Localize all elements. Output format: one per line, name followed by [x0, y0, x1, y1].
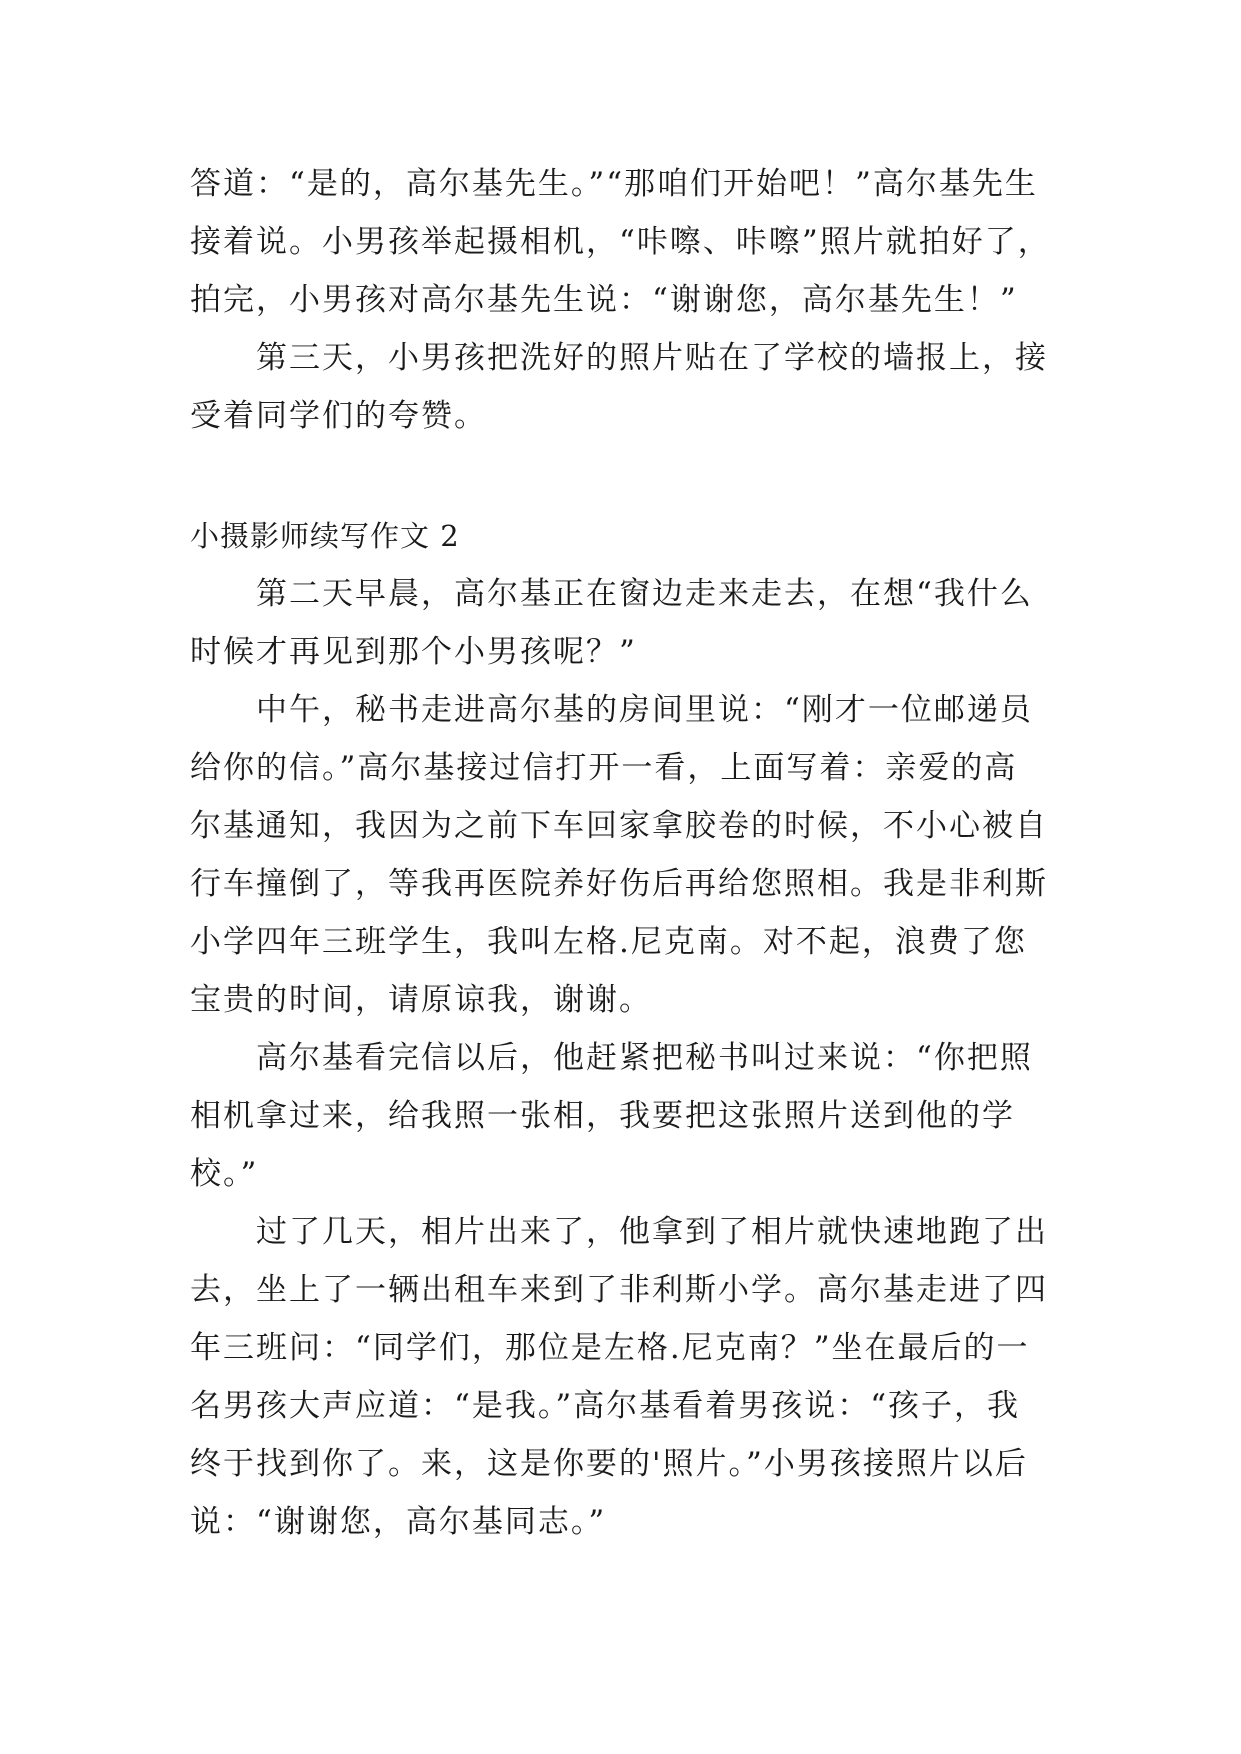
paragraph-line: 受着同学们的夸赞。 [190, 398, 487, 434]
paragraph-line: 尔基通知，我因为之前下车回家拿胶卷的时候，不小心被自 [190, 808, 1048, 844]
paragraph-line: 中午，秘书走进高尔基的房间里说：“刚才一位邮递员 [256, 692, 1033, 728]
paragraph-line: 答道：“是的，高尔基先生。”“那咱们开始吧！”高尔基先生 [190, 166, 1038, 202]
paragraph-line: 时候才再见到那个小男孩呢？” [190, 634, 637, 670]
paragraph-line: 过了几天，相片出来了，他拿到了相片就快速地跑了出 [256, 1214, 1048, 1250]
paragraph-line: 第三天，小男孩把洗好的照片贴在了学校的墙报上，接 [256, 340, 1048, 376]
paragraph-line: 宝贵的时间，请原谅我，谢谢。 [190, 982, 652, 1018]
paragraph-line: 拍完，小男孩对高尔基先生说：“谢谢您，高尔基先生！” [190, 282, 1018, 318]
section-1-text [190, 155, 1052, 445]
paragraph-line: 第二天早晨，高尔基正在窗边走来走去，在想“我什么 [256, 576, 1033, 612]
paragraph-line: 校。” [190, 1156, 259, 1192]
paragraph-line: 去，坐上了一辆出租车来到了非利斯小学。高尔基走进了四 [190, 1272, 1048, 1308]
paragraph-line: 相机拿过来，给我照一张相，我要把这张照片送到他的学 [190, 1098, 1015, 1134]
paragraph-line: 终于找到你了。来，这是你要的'照片。”小男孩接照片以后 [190, 1446, 1028, 1482]
paragraph-line: 行车撞倒了，等我再医院养好伤后再给您照相。我是非利斯 [190, 866, 1048, 902]
paragraph-line: 给你的信。”高尔基接过信打开一看，上面写着：亲爱的高 [190, 750, 1018, 786]
paragraph-line: 名男孩大声应道：“是我。”高尔基看着男孩说：“孩子，我 [190, 1388, 1021, 1424]
paragraph-line: 说：“谢谢您，高尔基同志。” [190, 1504, 607, 1540]
paragraph-line: 接着说。小男孩举起摄相机，“咔嚓、咔嚓”照片就拍好了， [190, 224, 1051, 260]
paragraph-line: 年三班问：“同学们，那位是左格.尼克南？”坐在最后的一 [190, 1330, 1030, 1366]
section-heading: 小摄影师续写作文 2 [190, 519, 460, 553]
paragraph-line: 高尔基看完信以后，他赶紧把秘书叫过来说：“你把照 [256, 1040, 1033, 1076]
section-2-text [190, 565, 1052, 1551]
paragraph-line: 小学四年三班学生，我叫左格.尼克南。对不起，浪费了您 [190, 924, 1027, 960]
